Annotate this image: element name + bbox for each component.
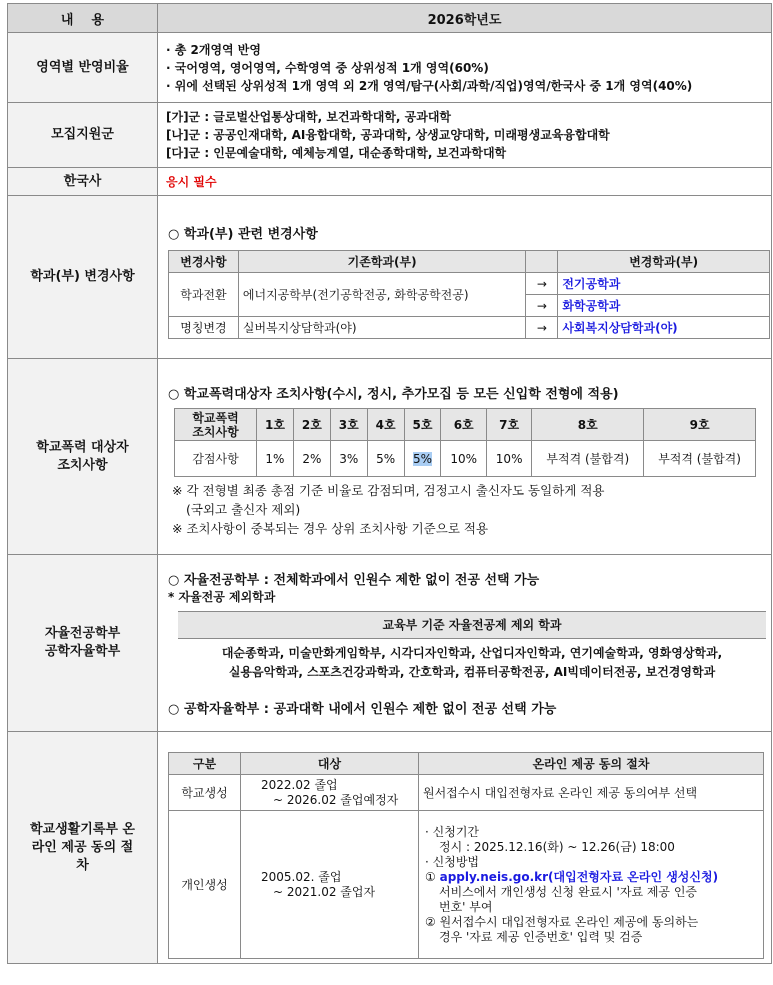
exclude-box-title: 교육부 기준 자율전공제 제외 학과: [178, 611, 766, 639]
dept-row-new: 화학공학과: [558, 295, 770, 317]
record-label: 학교생활기록부 온라인 제공 동의 절차: [8, 732, 158, 964]
ratio-line: · 위에 선택된 상위성적 1개 영역 외 2개 영역/탐구(사회/과학/직업)영역/한국사 중 1개 영역(40%): [166, 78, 693, 93]
proc-line: 정시 : 2025.12.16(화) ~ 12.26(금) 18:00: [439, 839, 675, 854]
proc-line: · 신청방법: [425, 854, 479, 869]
dept-row-type: 명칭변경: [169, 317, 239, 339]
record-target: 2022.02 졸업: [261, 777, 338, 792]
violence-table: [174, 408, 756, 477]
ratio-line: · 총 2개영역 반영: [166, 42, 261, 57]
level-header: 5호: [404, 409, 441, 441]
admission-table: [7, 3, 772, 964]
step1-num: ①: [425, 869, 436, 884]
record-target: ~ 2026.02 졸업예정자: [273, 792, 399, 807]
ratio-label: 영역별 반영비율: [8, 33, 158, 103]
proc-line: ② 원서접수시 대입전형자료 온라인 제공에 동의하는: [425, 914, 699, 929]
neis-link[interactable]: apply.neis.go.kr(대입전형자료 온라인 생성신청): [439, 869, 719, 884]
exclude-line: 실용음악학과, 스포츠건강과학과, 간호학과, 컴퓨터공학전공, AI빅데이터전공, 보건경영학과: [228, 665, 716, 679]
arrow: →: [526, 317, 558, 339]
record-target: 2005.02. 졸업: [261, 869, 342, 884]
dept-header: 변경사항: [169, 251, 239, 273]
violence-note: ※ 조치사항이 중복되는 경우 상위 조치사항 기준으로 적용: [172, 521, 489, 536]
dept-row-old: 실버복지상담학과(야): [238, 317, 525, 339]
dept-row-new: 전기공학과: [558, 273, 770, 295]
penalty-value: 2%: [293, 441, 330, 477]
record-proc: 원서접수시 대입전형자료 온라인 제공 동의여부 선택: [419, 775, 764, 811]
violence-row: [8, 359, 772, 555]
recruit-line: [다]군 : 인문예술대학, 예체능계열, 대순종학대학, 보건과학대학: [166, 146, 507, 160]
level-header: 7호: [486, 409, 531, 441]
major-line3: ○ 공학자율학부 : 공과대학 내에서 인원수 제한 없이 전공 선택 가능: [168, 702, 557, 717]
exclude-box: [178, 611, 766, 682]
penalty-value: 10%: [441, 441, 486, 477]
major-row: [8, 555, 772, 732]
record-row: [8, 732, 772, 964]
penalty-value: 부적격 (불합격): [644, 441, 756, 477]
level-header: 8호: [532, 409, 644, 441]
recruit-line: [나]군 : 공공인재대학, AI융합대학, 공과대학, 상생교양대학, 미래평생교육융합대학: [166, 128, 610, 142]
level-header: 6호: [441, 409, 486, 441]
history-row: [8, 168, 772, 196]
major-line2: * 자율전공 제외학과: [168, 590, 276, 604]
violence-header: 학교폭력 조치사항: [175, 409, 257, 441]
record-table: [168, 752, 764, 959]
ratio-line: · 국어영역, 영어영역, 수학영역 중 상위성적 1개 영역(60%): [166, 60, 489, 75]
violence-title: ○ 학교폭력대상자 조치사항(수시, 정시, 추가모집 등 모든 신입학 전형에 적용): [168, 387, 619, 402]
record-target: ~ 2021.02 졸업자: [273, 884, 376, 899]
penalty-value: 1%: [257, 441, 294, 477]
arrow: →: [526, 295, 558, 317]
level-header: 1호: [257, 409, 294, 441]
proc-line: · 신청기간: [425, 824, 479, 839]
header-col1: 내 용: [8, 4, 158, 33]
recruit-label: 모집지원군: [8, 103, 158, 168]
dept-row-new: 사회복지상담학과(야): [558, 317, 770, 339]
ratio-row: [8, 33, 772, 103]
dept-header: 기존학과(부): [238, 251, 525, 273]
proc-line: 경우 '자료 제공 인증번호' 입력 및 검증: [439, 929, 643, 944]
dept-change-table: [168, 250, 770, 339]
level-header: 9호: [644, 409, 756, 441]
penalty-value: 10%: [486, 441, 531, 477]
record-row-type: 개인생성: [169, 811, 241, 959]
level-header: 3호: [330, 409, 367, 441]
history-label: 한국사: [8, 168, 158, 196]
proc-line: 번호' 부여: [439, 899, 493, 914]
header-col2: 2026학년도: [158, 4, 772, 33]
penalty-value: 5%: [412, 451, 433, 466]
header-row: [8, 4, 772, 33]
level-header: 4호: [367, 409, 404, 441]
dept-row: [8, 196, 772, 359]
dept-row-old: 에너지공학부(전기공학전공, 화학공학전공): [238, 273, 525, 317]
record-header: 구분: [169, 753, 241, 775]
penalty-value: 3%: [330, 441, 367, 477]
dept-label: 학과(부) 변경사항: [8, 196, 158, 359]
arrow: →: [526, 273, 558, 295]
dept-header: 변경학과(부): [558, 251, 770, 273]
violence-row-label: 감점사항: [175, 441, 257, 477]
record-header: 대상: [241, 753, 419, 775]
recruit-row: [8, 103, 772, 168]
proc-line: 서비스에서 개인생성 신청 완료시 '자료 제공 인증: [439, 884, 698, 899]
dept-title: ○ 학과(부) 관련 변경사항: [168, 227, 318, 242]
violence-note: ※ 각 전형별 최종 총점 기준 비율로 감점되며, 검정고시 출신자도 동일하게 적용: [172, 483, 605, 498]
history-value: 응시 필수: [166, 174, 217, 189]
major-label: 자율전공학부 공학자율학부: [8, 555, 158, 732]
violence-note: (국외고 출신자 제외): [186, 502, 301, 517]
recruit-line: [가]군 : 글로벌산업통상대학, 보건과학대학, 공과대학: [166, 110, 452, 124]
penalty-value: 5%: [367, 441, 404, 477]
level-header: 2호: [293, 409, 330, 441]
record-row-type: 학교생성: [169, 775, 241, 811]
record-header: 온라인 제공 동의 절차: [419, 753, 764, 775]
dept-row-type: 학과전환: [169, 273, 239, 317]
major-line1: ○ 자율전공학부 : 전체학과에서 인원수 제한 없이 전공 선택 가능: [168, 573, 540, 588]
violence-label: 학교폭력 대상자 조치사항: [8, 359, 158, 555]
penalty-value: 부적격 (불합격): [532, 441, 644, 477]
exclude-line: 대순종학과, 미술만화게임학부, 시각디자인학과, 산업디자인학과, 연기예술학과, 영화영상학과,: [221, 646, 723, 660]
